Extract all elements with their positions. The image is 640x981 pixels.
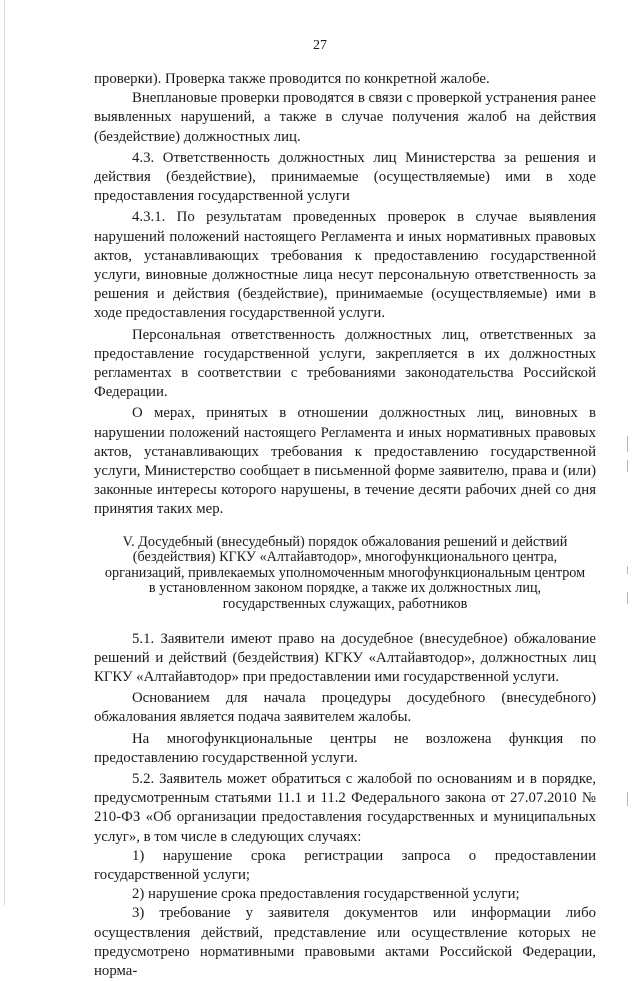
paragraph-5-1: 5.1. Заявители имеют право на досудебное (внесудебное) обжалование решений и действий (бездействия) КГКУ «Алтайавтодор», должностных лиц КГКУ «Алтайавтодор» при предоставлении ими государственной услуги. bbox=[94, 630, 596, 686]
paragraph-personal-responsibility: Персональная ответственность должностных лиц, ответственных за предоставление государственной услуги, закрепляется в их должностных регламентах в соответствии с требованиями законодательства Российской Федерации. bbox=[94, 326, 596, 401]
paragraph-measures: О мерах, принятых в отношении должностных лиц, виновных в нарушении положений настоящего Регламента и иных нормативных правовых актов, устанавливающих требования к предоставлению государственной услуги, Министерство сообщает в письменной форме заявителю, права и (или) законные интересы которого нарушены, в течение десяти рабочих дней со дня принятия таких мер. bbox=[94, 405, 596, 518]
list-item-3: 3) требование у заявителя документов или информации либо осуществления действий, представление или осуществление которых не предусмотрено нормативными правовыми актами Российской Федерации, норма- bbox=[94, 905, 596, 980]
list-item-2: 2) нарушение срока предоставления государственной услуги; bbox=[132, 886, 520, 903]
paragraph-4-3: 4.3. Ответственность должностных лиц Министерства за решения и действия (бездействие), принимаемые (осуществляемые) ими в ходе предоставления государственной услуги bbox=[94, 149, 596, 205]
paragraph-4-3-1: 4.3.1. По результатам проведенных проверок в случае выявления нарушений положений настоящего Регламента и иных нормативных правовых актов, устанавливающих требования к предоставлению государственной услуги, виновные должностные лица несут персональную ответственность за решения и действия (бездействие), принимаемые (осуществляемые) ими в ходе предоставления государственной услуги. bbox=[94, 209, 596, 322]
paragraph-5-2: 5.2. Заявитель может обратиться с жалобой по основаниям и в порядке, предусмотренным статьями 11.1 и 11.2 Федерального закона от 27.07.2010 № 210-ФЗ «Об организации предоставления государственных и муниципальных услуг», в том числе в следующих случаях: bbox=[94, 771, 596, 845]
scan-artifact bbox=[627, 792, 628, 806]
paragraph-mfc: На многофункциональные центры не возложена функция по предоставлению государственной услуги. bbox=[94, 730, 596, 766]
paragraph-grounds: Основанием для начала процедуры досудебного (внесудебного) обжалования является подача заявителем жалобы. bbox=[94, 690, 596, 726]
scan-artifact bbox=[627, 436, 628, 452]
page-number: 27 bbox=[313, 38, 327, 53]
paragraph-unscheduled-inspections: Внеплановые проверки проводятся в связи с проверкой устранения ранее выявленных нарушений, а также в случае получения жалоб на действия (бездействие) должностных лиц. bbox=[94, 90, 596, 145]
page-body bbox=[94, 70, 596, 981]
scan-artifact bbox=[627, 460, 628, 472]
scan-artifact bbox=[627, 592, 628, 604]
paragraph-continuation: проверки). Проверка также проводится по конкретной жалобе. bbox=[94, 71, 490, 87]
scan-edge-line bbox=[4, 0, 5, 905]
scan-artifact bbox=[627, 566, 628, 574]
list-item-1: 1) нарушение срока регистрации запроса о предоставлении государственной услуги; bbox=[94, 847, 596, 884]
section-v-heading: V. Досудебный (внесудебный) порядок обжалования решений и действий (бездействия) КГКУ «Алтайавтодор», многофункционального центра, организаций, привлекаемых уполномоченным многофункциональным центром в установленном законом порядке, а также их должностных лиц, государственных служащих, работников bbox=[104, 533, 586, 613]
